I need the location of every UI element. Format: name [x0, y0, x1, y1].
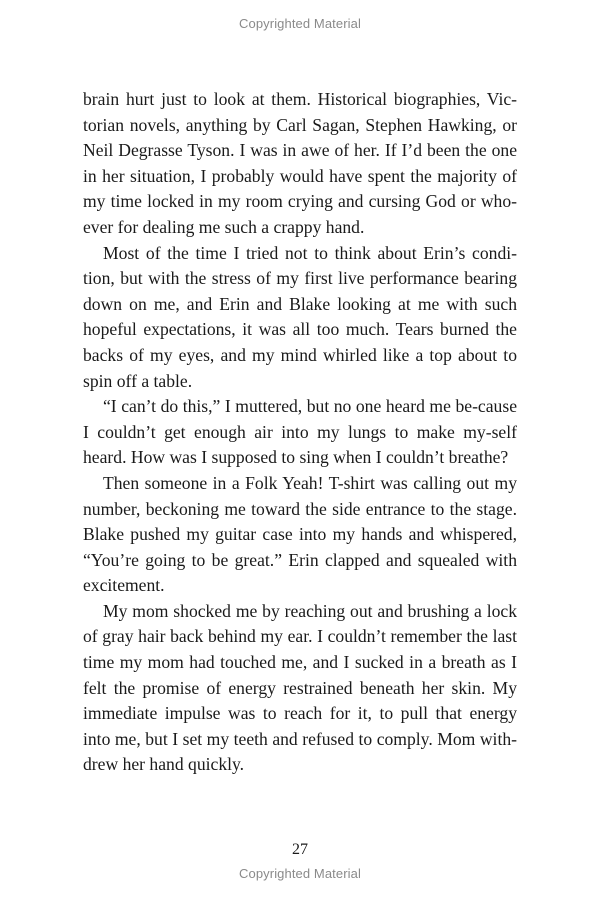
paragraph-4: Then someone in a Folk Yeah! T-shirt was calling out my number, beckoning me toward the side entrance to the stage. Blake pushed my guitar case into my hands and whispered, “You’re going to be great.” Erin clapped and squealed with excitement.: [83, 472, 517, 596]
page-body-text: [83, 87, 517, 778]
paragraph-1: brain hurt just to look at them. Historical biographies, Vic-torian novels, anything by Carl Sagan, Stephen Hawking, or Neil Degrasse Tyson. I was in awe of her. If I’d been the one in her situation, I probably would have spent the majority of my time locked in my room crying and cursing God or who-ever for dealing me such a crappy hand.: [83, 89, 517, 237]
page-number: 27: [292, 841, 308, 858]
paragraph-5: My mom shocked me by reaching out and brushing a lock of gray hair back behind my ear. I couldn’t remember the last time my mom had touched me, and I sucked in a breath as I felt the promise of energy restrained beneath her skin. My immediate impulse was to reach for it, to pull that energy into me, but I set my teeth and refused to comply. Mom with-drew her hand quickly.: [83, 600, 517, 775]
copyright-watermark-top: Copyrighted Material: [239, 16, 361, 31]
copyright-watermark-bottom: Copyrighted Material: [239, 866, 361, 881]
paragraph-3: “I can’t do this,” I muttered, but no one heard me be-cause I couldn’t get enough air into my lungs to make my-self heard. How was I supposed to sing when I couldn’t breathe?: [83, 396, 517, 468]
paragraph-2: Most of the time I tried not to think about Erin’s condi-tion, but with the stress of my first live performance bearing down on me, and Erin and Blake looking at me with such hopeful expectations, it was all too much. Tears burned the backs of my eyes, and my mind whirled like a top about to spin off a table.: [83, 242, 517, 391]
